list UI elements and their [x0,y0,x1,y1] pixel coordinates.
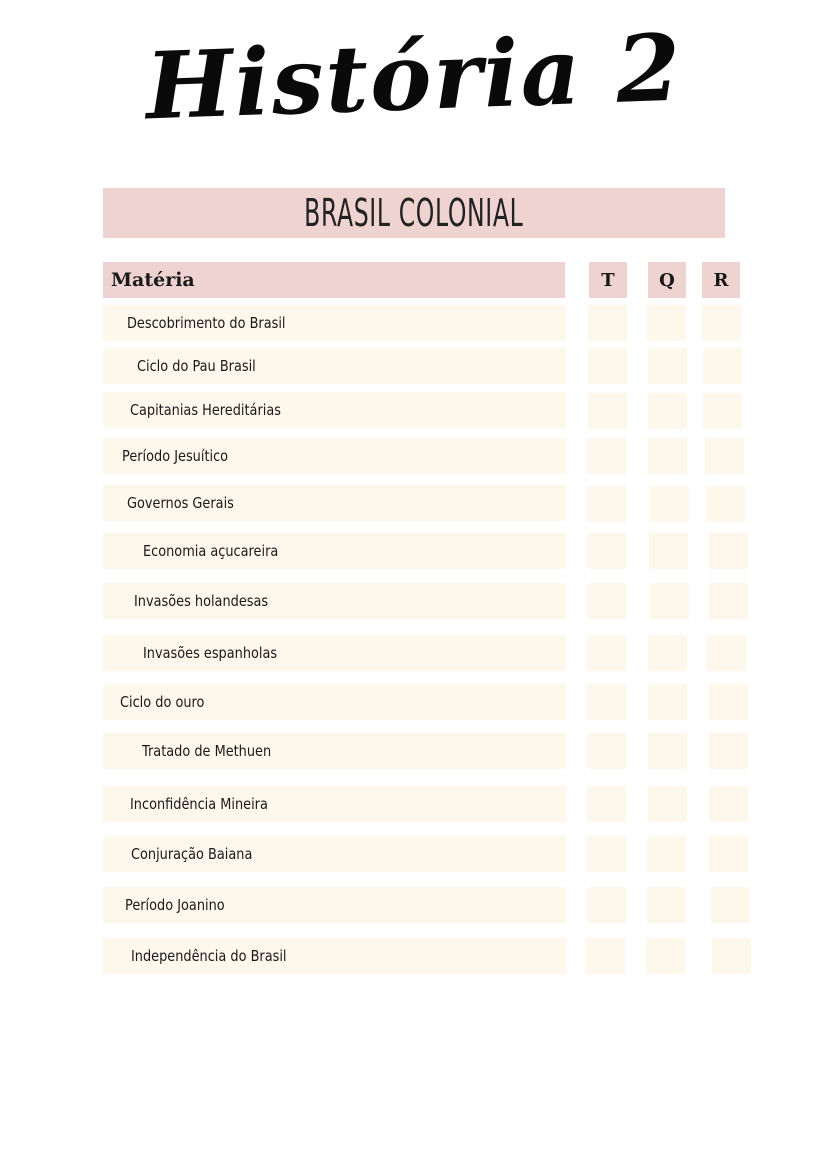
checkbox-q[interactable] [649,533,688,569]
topic-label: Invasões espanholas [143,644,278,662]
checkbox-r[interactable] [709,836,748,872]
topic-row [103,887,566,923]
checkbox-q[interactable] [648,635,687,671]
checkbox-q[interactable] [648,393,687,429]
topic-label: Independência do Brasil [131,947,287,965]
topic-row [103,684,566,720]
checkbox-q[interactable] [647,836,686,872]
checkbox-r[interactable] [709,684,748,720]
page-title: História 2 [143,13,685,141]
header-t: T [589,262,627,298]
checkbox-q[interactable] [648,438,687,474]
checkbox-q[interactable] [647,305,686,341]
checkbox-r[interactable] [711,887,750,923]
topic-row [103,305,566,341]
topic-label: Invasões holandesas [134,592,269,610]
topic-row [103,438,566,474]
checkbox-q[interactable] [650,583,689,619]
section-banner [103,188,725,238]
checkbox-t[interactable] [587,836,626,872]
checkbox-q[interactable] [648,684,687,720]
topic-row [103,392,566,428]
checkbox-r[interactable] [709,583,748,619]
header-materia: Matéria [103,262,565,298]
topic-label: Período Joanino [125,896,225,914]
checkbox-r[interactable] [705,438,744,474]
checkbox-r[interactable] [709,786,748,822]
topic-row [103,485,566,521]
topic-row [103,348,566,384]
checkbox-r[interactable] [703,393,742,429]
checkbox-t[interactable] [587,887,626,923]
checkbox-t[interactable] [587,438,626,474]
topic-label: Conjuração Baiana [131,845,253,863]
checkbox-q[interactable] [648,348,687,384]
topic-row [103,635,566,671]
header-q: Q [648,262,686,298]
checkbox-t[interactable] [588,348,627,384]
topic-label: Economia açucareira [143,542,279,560]
topic-label: Tratado de Methuen [142,742,272,760]
topic-row [103,786,566,822]
checkbox-t[interactable] [587,583,626,619]
checkbox-q[interactable] [647,887,686,923]
topic-row [103,938,566,974]
checkbox-t[interactable] [587,486,626,522]
checkbox-t[interactable] [586,938,625,974]
checkbox-r[interactable] [707,635,746,671]
checkbox-t[interactable] [588,305,627,341]
checkbox-r[interactable] [709,733,748,769]
checkbox-r[interactable] [702,305,741,341]
checkbox-q[interactable] [648,786,687,822]
checkbox-r[interactable] [712,938,751,974]
checkbox-t[interactable] [587,533,626,569]
checkbox-r[interactable] [703,348,742,384]
topic-label: Inconfidência Mineira [130,795,268,813]
section-title: BRASIL COLONIAL [304,191,524,235]
topic-label: Ciclo do ouro [120,693,205,711]
topic-label: Período Jesuítico [122,447,229,465]
topic-row [103,836,566,872]
checkbox-t[interactable] [587,733,626,769]
topic-label: Capitanias Hereditárias [130,401,281,419]
topic-row [103,583,566,619]
topic-row [103,733,566,769]
checkbox-t[interactable] [587,635,626,671]
checkbox-t[interactable] [587,684,626,720]
topic-row [103,533,566,569]
checkbox-t[interactable] [588,393,627,429]
topic-label: Ciclo do Pau Brasil [137,357,256,375]
checkbox-r[interactable] [706,486,745,522]
checkbox-q[interactable] [646,938,685,974]
checkbox-q[interactable] [648,733,687,769]
header-r: R [702,262,740,298]
checkbox-r[interactable] [709,533,748,569]
topic-label: Governos Gerais [127,494,234,512]
topic-label: Descobrimento do Brasil [127,314,286,332]
checkbox-t[interactable] [587,786,626,822]
checkbox-q[interactable] [650,486,689,522]
